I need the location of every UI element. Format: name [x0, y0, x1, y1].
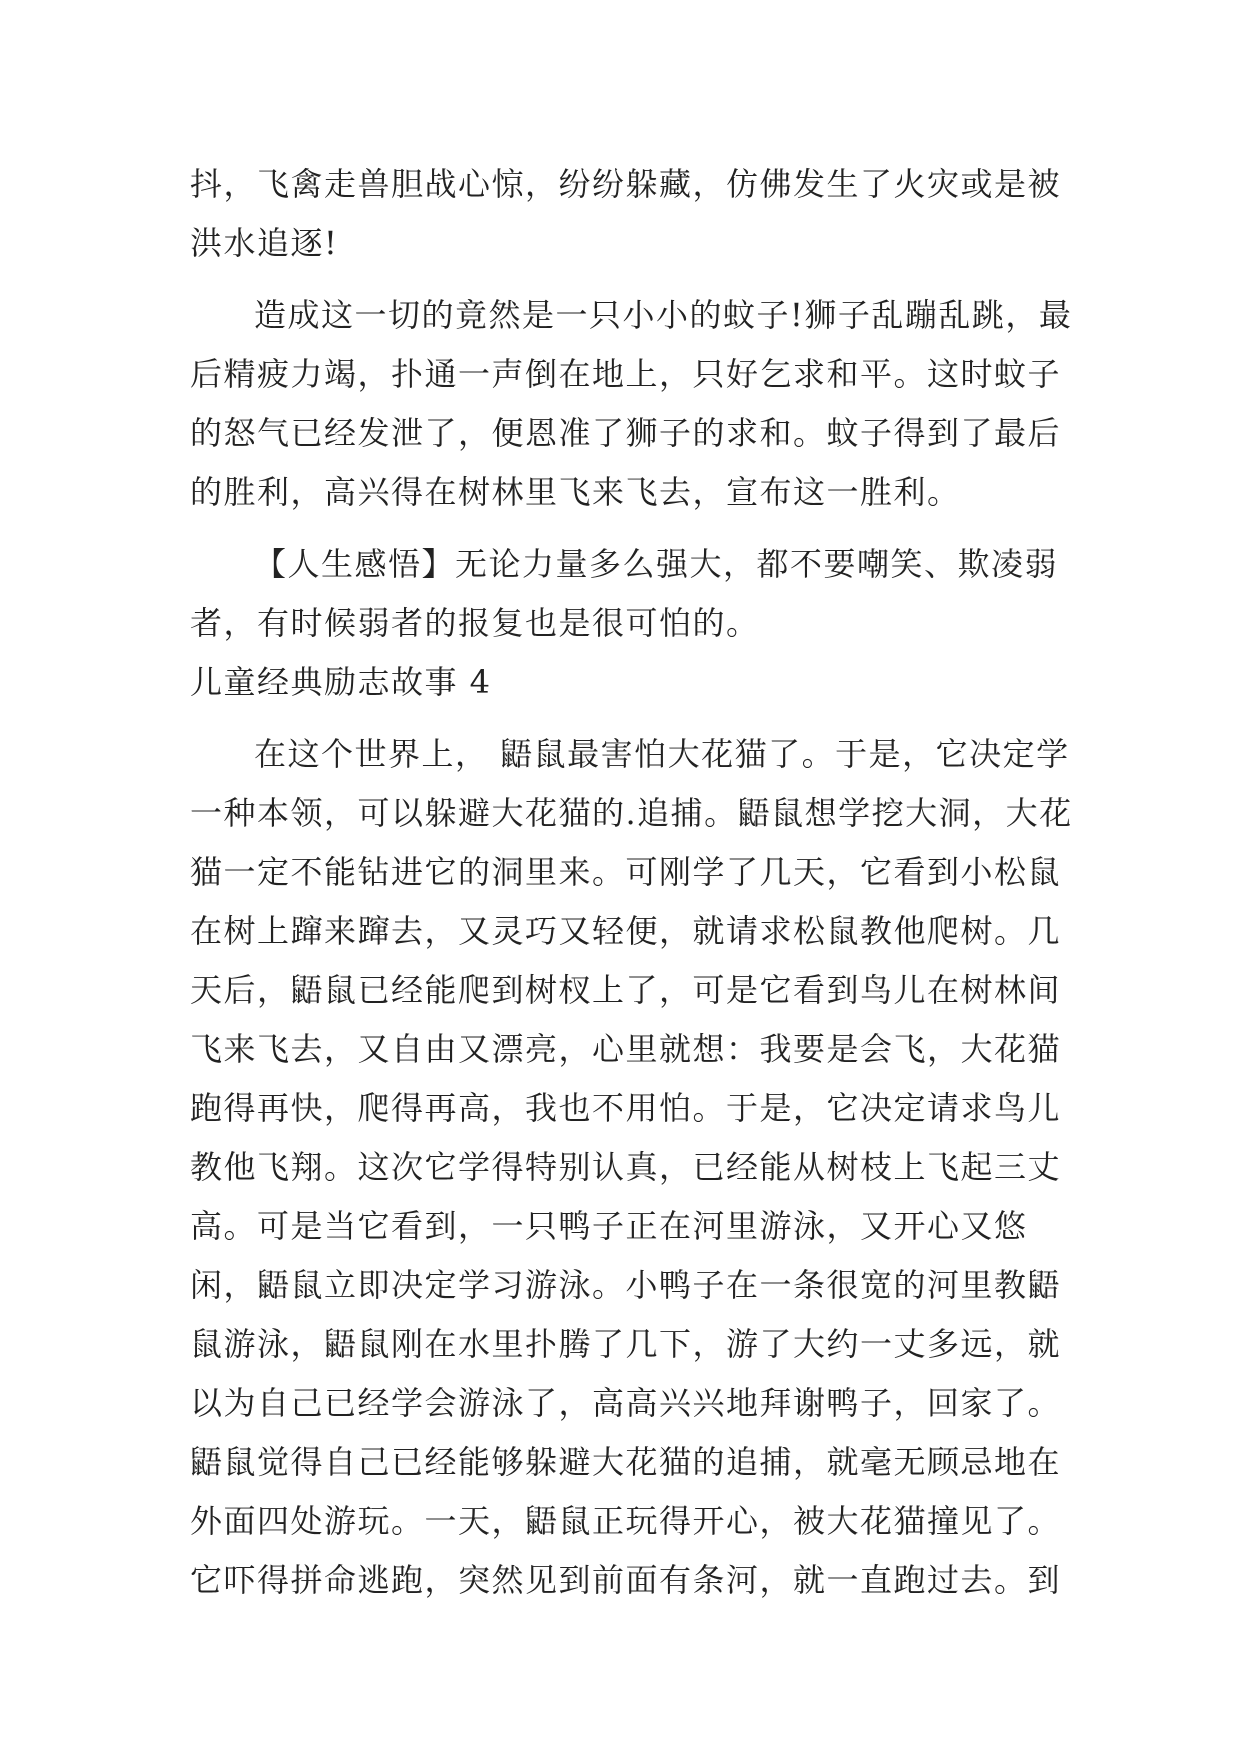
section-title: 儿童经典励志故事 4 [190, 663, 492, 701]
document-page [190, 155, 1080, 1610]
paragraph-continuation: 抖，飞禽走兽胆战心惊，纷纷躲藏，仿佛发生了火灾或是被洪水追逐! [190, 165, 1062, 262]
paragraph-flying-squirrel-story: 在这个世界上， 鼯鼠最害怕大花猫了。于是，它决定学一种本领，可以躲避大花猫的.追捕。鼯鼠想学挖大洞，大花猫一定不能钻进它的洞里来。可刚学了几天，它看到小松鼠在树上蹿来蹿去，又灵巧又轻便，就请求松鼠教他爬树。几天后，鼯鼠已经能爬到树杈上了，可是它看到鸟儿在树林间飞来飞去，又自由又漂亮，心里就想：我要是会飞，大花猫跑得再快，爬得再高，我也不用怕。于是，它决定请求鸟儿教他飞翔。这次它学得特别认真，已经能从树枝上飞起三丈高。可是当它看到，一只鸭子正在河里游泳，又开心又悠闲，鼯鼠立即决定学习游泳。小鸭子在一条很宽的河里教鼯鼠游泳，鼯鼠刚在水里扑腾了几下，游了大约一丈多远，就以为自己已经学会游泳了，高高兴兴地拜谢鸭子，回家了。鼯鼠觉得自己已经能够躲避大花猫的追捕，就毫无顾忌地在外面四处游玩。一天，鼯鼠正玩得开心，被大花猫撞见了。它吓得拼命逃跑，突然见到前面有条河，就一直跑过去。到 [190, 735, 1073, 1599]
paragraph-life-insight: 【人生感悟】无论力量多么强大，都不要嘲笑、欺凌弱者，有时候弱者的报复也是很可怕的。 [190, 545, 1059, 642]
paragraph-mosquito-victory: 造成这一切的竟然是一只小小的蚊子!狮子乱蹦乱跳，最后精疲力竭，扑通一声倒在地上，只好乞求和平。这时蚊子的怒气已经发泄了，便恩准了狮子的求和。蚊子得到了最后的胜利，高兴得在树林里飞来飞去，宣布这一胜利。 [190, 296, 1073, 511]
